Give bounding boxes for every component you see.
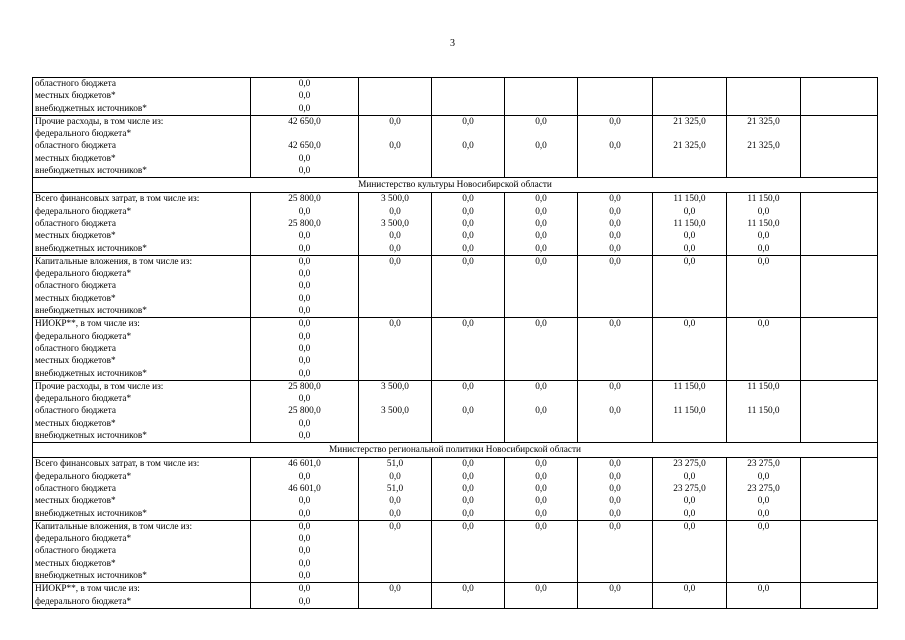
year-value-cell xyxy=(727,380,801,442)
row-sublabel: местных бюджетов* xyxy=(35,418,116,429)
year-value-cell xyxy=(359,583,432,609)
year-value-cell xyxy=(727,583,801,609)
year-value: 0,0 xyxy=(389,496,401,507)
row-sublabel: областного бюджета xyxy=(35,406,116,417)
total-value: 46 601,0 xyxy=(288,483,321,494)
year-value-cell xyxy=(432,583,505,609)
year-value: 11 150,0 xyxy=(673,381,706,392)
year-value-cell xyxy=(727,115,801,177)
section-header-row xyxy=(33,178,878,193)
year-value: 0,0 xyxy=(609,243,621,254)
year-value: 0,0 xyxy=(462,231,474,242)
year-value-cell xyxy=(578,458,653,520)
year-value-cell xyxy=(801,458,878,520)
year-value-cell xyxy=(801,115,878,177)
row-label-cell xyxy=(33,255,251,317)
table-row xyxy=(33,255,878,317)
year-value: 11 150,0 xyxy=(673,194,706,205)
row-label: Прочие расходы, в том числе из: xyxy=(35,381,164,392)
year-value: 0,0 xyxy=(462,194,474,205)
year-value: 0,0 xyxy=(462,243,474,254)
year-value: 0,0 xyxy=(683,319,696,330)
year-value: 0,0 xyxy=(389,256,401,267)
year-value-cell xyxy=(359,193,432,255)
row-sublabel: областного бюджета xyxy=(35,218,116,229)
year-value-cell xyxy=(505,193,578,255)
year-value-cell xyxy=(505,583,578,609)
year-value-cell xyxy=(432,458,505,520)
year-value: 0,0 xyxy=(462,116,474,127)
total-cell xyxy=(251,115,359,177)
table-row xyxy=(33,115,878,177)
table-row xyxy=(33,78,878,116)
year-value: 0,0 xyxy=(462,218,474,229)
page-number: 3 xyxy=(450,38,455,49)
year-value-cell xyxy=(653,318,727,380)
year-value-cell xyxy=(578,115,653,177)
year-value: 0,0 xyxy=(757,243,770,254)
year-value: 0,0 xyxy=(757,508,770,519)
year-value-cell xyxy=(505,458,578,520)
total-cell xyxy=(251,255,359,317)
total-value: 25 800,0 xyxy=(288,381,321,392)
total-value: 0,0 xyxy=(298,79,311,89)
row-sublabel: федерального бюджета* xyxy=(35,331,132,342)
year-value: 0,0 xyxy=(609,508,621,519)
row-label-cell xyxy=(33,78,251,116)
year-value: 21 325,0 xyxy=(673,116,706,127)
year-value-cell xyxy=(727,193,801,255)
total-cell xyxy=(251,583,359,609)
row-sublabel: федерального бюджета* xyxy=(35,596,132,607)
total-value: 0,0 xyxy=(298,584,311,595)
year-value: 0,0 xyxy=(683,521,696,532)
year-value-cell xyxy=(653,78,727,116)
total-value: 0,0 xyxy=(298,343,311,354)
year-value: 0,0 xyxy=(535,521,547,532)
total-value: 0,0 xyxy=(298,471,311,482)
row-label-cell xyxy=(33,380,251,442)
year-value-cell xyxy=(578,380,653,442)
year-value: 0,0 xyxy=(389,584,401,595)
year-value xyxy=(432,393,504,405)
year-value: 0,0 xyxy=(462,496,474,507)
total-value: 0,0 xyxy=(298,534,311,545)
section-title: Министерство региональной политики Новосибирской области xyxy=(33,443,878,458)
total-value: 0,0 xyxy=(298,508,311,519)
section-title: Министерство культуры Новосибирской области xyxy=(33,178,878,193)
year-value: 0,0 xyxy=(535,483,547,494)
total-value: 0,0 xyxy=(298,306,311,317)
year-value: 0,0 xyxy=(609,584,621,595)
year-value: 0,0 xyxy=(535,319,547,330)
year-value: 0,0 xyxy=(535,206,547,217)
year-value: 0,0 xyxy=(389,471,401,482)
total-value: 0,0 xyxy=(298,558,311,569)
year-value-cell xyxy=(653,255,727,317)
row-sublabel: областного бюджета xyxy=(35,281,116,292)
row-label-cell xyxy=(33,318,251,380)
year-value: 21 325,0 xyxy=(673,141,706,152)
year-value: 23 275,0 xyxy=(747,483,780,494)
year-value: 0,0 xyxy=(389,319,401,330)
table-row xyxy=(33,380,878,442)
year-value: 0,0 xyxy=(389,231,401,242)
year-value: 0,0 xyxy=(683,584,696,595)
year-value: 0,0 xyxy=(683,231,696,242)
year-value: 0,0 xyxy=(389,521,401,532)
year-value: 23 275,0 xyxy=(747,459,780,470)
table-row xyxy=(33,458,878,520)
year-value: 0,0 xyxy=(462,584,474,595)
year-value: 0,0 xyxy=(609,521,621,532)
year-value: 0,0 xyxy=(462,319,474,330)
year-value-cell xyxy=(578,520,653,582)
year-value: 0,0 xyxy=(535,218,547,229)
year-value: 0,0 xyxy=(462,256,474,267)
year-value: 23 275,0 xyxy=(673,459,706,470)
year-value: 0,0 xyxy=(609,206,621,217)
year-value-cell xyxy=(432,255,505,317)
year-value: 0,0 xyxy=(757,256,770,267)
year-value-cell xyxy=(653,115,727,177)
row-sublabel: федерального бюджета* xyxy=(35,129,132,140)
total-cell xyxy=(251,78,359,116)
year-value-cell xyxy=(505,115,578,177)
year-value-cell xyxy=(653,583,727,609)
total-cell xyxy=(251,520,359,582)
year-value: 0,0 xyxy=(757,471,770,482)
year-value: 0,0 xyxy=(609,116,621,127)
year-value: 3 500,0 xyxy=(381,406,409,417)
year-value: 21 325,0 xyxy=(747,141,780,152)
year-value: 0,0 xyxy=(389,206,401,217)
year-value-cell xyxy=(801,583,878,609)
total-value: 0,0 xyxy=(298,319,311,330)
row-sublabel: местных бюджетов* xyxy=(35,91,116,102)
year-value: 0,0 xyxy=(462,483,474,494)
total-cell xyxy=(251,318,359,380)
year-value-cell xyxy=(505,380,578,442)
total-value: 0,0 xyxy=(298,356,311,367)
year-value: 0,0 xyxy=(462,141,474,152)
year-value xyxy=(359,393,431,405)
total-value: 46 601,0 xyxy=(288,459,321,470)
year-value-cell xyxy=(578,255,653,317)
row-label: Капитальные вложения, в том числе из: xyxy=(35,521,193,532)
total-value: 0,0 xyxy=(298,521,311,532)
year-value-cell xyxy=(359,520,432,582)
year-value: 0,0 xyxy=(609,194,621,205)
year-value-cell xyxy=(432,78,505,116)
year-value-cell xyxy=(578,193,653,255)
year-value-cell xyxy=(359,78,432,116)
row-label-cell xyxy=(33,520,251,582)
year-value-cell xyxy=(432,318,505,380)
year-value: 0,0 xyxy=(757,496,770,507)
row-label: областного бюджета xyxy=(35,79,116,89)
year-value: 11 150,0 xyxy=(747,194,780,205)
year-value-cell xyxy=(653,380,727,442)
budget-table xyxy=(32,77,878,609)
row-sublabel: федерального бюджета* xyxy=(35,206,132,217)
year-value xyxy=(578,128,652,140)
year-value: 0,0 xyxy=(609,496,621,507)
total-value: 0,0 xyxy=(298,166,311,177)
row-sublabel: внебюджетных источников* xyxy=(35,306,147,317)
row-label-cell xyxy=(33,115,251,177)
row-sublabel: местных бюджетов* xyxy=(35,293,116,304)
year-value: 0,0 xyxy=(535,141,547,152)
total-value: 0,0 xyxy=(298,256,311,267)
year-value-cell xyxy=(359,115,432,177)
year-value: 0,0 xyxy=(535,406,547,417)
year-value xyxy=(727,128,800,140)
year-value-cell xyxy=(727,318,801,380)
row-sublabel: областного бюджета xyxy=(35,546,116,557)
year-value: 0,0 xyxy=(462,459,474,470)
year-value: 0,0 xyxy=(535,584,547,595)
year-value: 0,0 xyxy=(535,496,547,507)
year-value: 0,0 xyxy=(757,584,770,595)
row-sublabel: областного бюджета xyxy=(35,483,116,494)
year-value: 11 150,0 xyxy=(747,406,780,417)
year-value: 0,0 xyxy=(609,459,621,470)
year-value-cell xyxy=(653,193,727,255)
year-value: 11 150,0 xyxy=(673,406,706,417)
year-value-cell xyxy=(653,458,727,520)
year-value: 11 150,0 xyxy=(673,218,706,229)
year-value-cell xyxy=(578,318,653,380)
total-value: 0,0 xyxy=(298,368,311,379)
row-sublabel: федерального бюджета* xyxy=(35,471,132,482)
year-value: 0,0 xyxy=(609,319,621,330)
total-value: 0,0 xyxy=(298,206,311,217)
year-value-cell xyxy=(801,193,878,255)
year-value: 0,0 xyxy=(683,471,696,482)
year-value: 3 500,0 xyxy=(381,194,409,205)
total-cell xyxy=(251,458,359,520)
row-label-cell xyxy=(33,583,251,609)
total-value: 0,0 xyxy=(298,281,311,292)
year-value: 0,0 xyxy=(609,231,621,242)
year-value-cell xyxy=(359,380,432,442)
total-value: 0,0 xyxy=(298,496,311,507)
year-value: 0,0 xyxy=(609,141,621,152)
row-sublabel: федерального бюджета* xyxy=(35,534,132,545)
year-value: 0,0 xyxy=(535,459,547,470)
year-value-cell xyxy=(432,380,505,442)
total-value xyxy=(251,128,358,140)
year-value: 0,0 xyxy=(535,231,547,242)
year-value: 0,0 xyxy=(462,406,474,417)
year-value: 0,0 xyxy=(535,471,547,482)
row-label-cell xyxy=(33,193,251,255)
total-value: 0,0 xyxy=(298,91,311,102)
row-sublabel: местных бюджетов* xyxy=(35,496,116,507)
year-value-cell xyxy=(801,255,878,317)
year-value-cell xyxy=(359,458,432,520)
total-value: 0,0 xyxy=(298,153,311,164)
year-value: 0,0 xyxy=(462,521,474,532)
row-sublabel: внебюджетных источников* xyxy=(35,243,147,254)
year-value: 0,0 xyxy=(389,508,401,519)
table-row xyxy=(33,583,878,609)
total-value: 0,0 xyxy=(298,243,311,254)
year-value: 0,0 xyxy=(535,194,547,205)
year-value-cell xyxy=(359,318,432,380)
year-value: 0,0 xyxy=(683,206,696,217)
total-value: 0,0 xyxy=(298,231,311,242)
year-value-cell xyxy=(801,318,878,380)
year-value: 0,0 xyxy=(535,508,547,519)
table-row xyxy=(33,318,878,380)
year-value-cell xyxy=(505,255,578,317)
row-sublabel: внебюджетных источников* xyxy=(35,368,147,379)
year-value xyxy=(653,393,726,405)
year-value xyxy=(505,393,577,405)
row-sublabel: внебюджетных источников* xyxy=(35,166,147,177)
row-sublabel: внебюджетных источников* xyxy=(35,431,147,442)
year-value-cell xyxy=(653,520,727,582)
row-label: НИОКР**, в том числе из: xyxy=(35,584,140,595)
row-sublabel: внебюджетных источников* xyxy=(35,570,147,581)
year-value-cell xyxy=(432,520,505,582)
row-sublabel: внебюджетных источников* xyxy=(35,103,147,114)
section-header-row xyxy=(33,443,878,458)
row-label: Всего финансовых затрат, в том числе из: xyxy=(35,459,200,470)
total-value: 0,0 xyxy=(298,293,311,304)
total-value: 42 650,0 xyxy=(288,141,321,152)
year-value-cell xyxy=(727,78,801,116)
total-cell xyxy=(251,380,359,442)
row-sublabel: областного бюджета xyxy=(35,141,116,152)
table-row xyxy=(33,520,878,582)
year-value: 0,0 xyxy=(535,116,547,127)
year-value-cell xyxy=(432,115,505,177)
year-value: 21 325,0 xyxy=(747,116,780,127)
year-value: 0,0 xyxy=(609,471,621,482)
year-value: 0,0 xyxy=(683,508,696,519)
year-value: 0,0 xyxy=(609,218,621,229)
year-value-cell xyxy=(505,78,578,116)
year-value: 3 500,0 xyxy=(381,381,409,392)
year-value xyxy=(578,393,652,405)
row-label-cell xyxy=(33,458,251,520)
year-value: 0,0 xyxy=(462,508,474,519)
year-value: 51,0 xyxy=(386,483,404,494)
year-value-cell xyxy=(359,255,432,317)
year-value: 0,0 xyxy=(462,471,474,482)
year-value: 0,0 xyxy=(757,521,770,532)
year-value: 0,0 xyxy=(683,256,696,267)
total-value: 0,0 xyxy=(298,570,311,581)
year-value xyxy=(653,128,726,140)
year-value: 0,0 xyxy=(683,243,696,254)
year-value-cell xyxy=(505,520,578,582)
year-value-cell xyxy=(432,193,505,255)
total-value: 0,0 xyxy=(298,269,311,280)
row-label: Прочие расходы, в том числе из: xyxy=(35,116,164,127)
total-value: 0,0 xyxy=(298,596,311,607)
year-value: 0,0 xyxy=(462,206,474,217)
total-value: 42 650,0 xyxy=(288,116,321,127)
total-value: 0,0 xyxy=(298,418,311,429)
year-value-cell xyxy=(505,318,578,380)
table-row xyxy=(33,193,878,255)
year-value: 0,0 xyxy=(389,141,401,152)
year-value: 0,0 xyxy=(535,381,547,392)
year-value-cell xyxy=(727,520,801,582)
total-value: 25 800,0 xyxy=(288,194,321,205)
row-sublabel: местных бюджетов* xyxy=(35,356,116,367)
row-sublabel: областного бюджета xyxy=(35,343,116,354)
row-label: Всего финансовых затрат, в том числе из: xyxy=(35,194,200,205)
year-value: 0,0 xyxy=(609,256,621,267)
year-value xyxy=(432,128,504,140)
year-value-cell xyxy=(801,78,878,116)
year-value-cell xyxy=(727,255,801,317)
year-value: 0,0 xyxy=(757,319,770,330)
year-value: 0,0 xyxy=(389,243,401,254)
total-value: 0,0 xyxy=(298,394,311,405)
year-value-cell xyxy=(578,583,653,609)
year-value: 3 500,0 xyxy=(381,218,409,229)
year-value: 0,0 xyxy=(757,206,770,217)
year-value-cell xyxy=(578,78,653,116)
year-value xyxy=(359,128,431,140)
year-value: 0,0 xyxy=(462,381,474,392)
row-sublabel: местных бюджетов* xyxy=(35,231,116,242)
total-value: 25 800,0 xyxy=(288,406,321,417)
year-value-cell xyxy=(801,380,878,442)
year-value: 23 275,0 xyxy=(673,483,706,494)
year-value xyxy=(505,128,577,140)
row-label: НИОКР**, в том числе из: xyxy=(35,319,140,330)
row-sublabel: местных бюджетов* xyxy=(35,153,116,164)
row-label: Капитальные вложения, в том числе из: xyxy=(35,256,193,267)
year-value xyxy=(727,393,800,405)
year-value: 0,0 xyxy=(757,231,770,242)
total-value: 25 800,0 xyxy=(288,218,321,229)
year-value: 0,0 xyxy=(535,256,547,267)
total-value: 0,0 xyxy=(298,103,311,114)
year-value: 0,0 xyxy=(609,483,621,494)
row-sublabel: федерального бюджета* xyxy=(35,394,132,405)
total-value: 0,0 xyxy=(298,546,311,557)
year-value: 11 150,0 xyxy=(747,381,780,392)
year-value: 0,0 xyxy=(683,496,696,507)
total-value: 0,0 xyxy=(298,431,311,442)
row-sublabel: местных бюджетов* xyxy=(35,558,116,569)
year-value-cell xyxy=(727,458,801,520)
year-value: 0,0 xyxy=(389,116,401,127)
row-sublabel: федерального бюджета* xyxy=(35,269,132,280)
year-value: 0,0 xyxy=(609,406,621,417)
year-value: 0,0 xyxy=(609,381,621,392)
year-value-cell xyxy=(801,520,878,582)
total-cell xyxy=(251,193,359,255)
year-value: 0,0 xyxy=(535,243,547,254)
total-value: 0,0 xyxy=(298,331,311,342)
year-value: 51,0 xyxy=(386,459,404,470)
row-sublabel: внебюджетных источников* xyxy=(35,508,147,519)
year-value: 11 150,0 xyxy=(747,218,780,229)
